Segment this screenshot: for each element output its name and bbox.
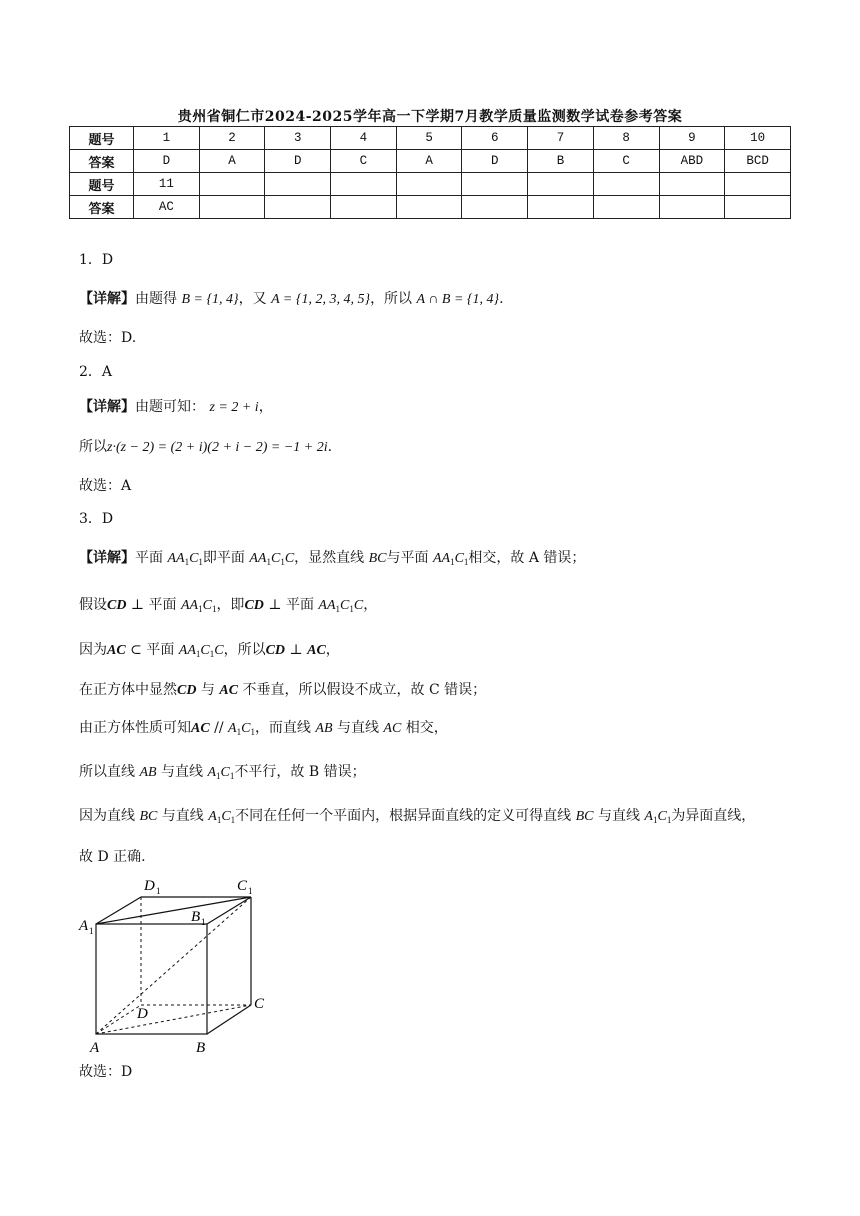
subscript: 1: [450, 557, 455, 567]
q3-line3: [79, 640, 340, 664]
text: C: [220, 765, 230, 780]
text: C: [340, 598, 350, 613]
formula-ac: AC: [191, 721, 210, 736]
label-d: D: [137, 1006, 148, 1022]
table-cell: 4: [331, 127, 397, 150]
table-cell: A: [199, 150, 265, 173]
text: C: [189, 551, 199, 566]
text: 平面: [135, 550, 163, 566]
table-cell: [725, 173, 791, 196]
q1-choice: 故选：D.: [79, 330, 137, 346]
formula-a1c1: [228, 721, 255, 736]
formula-ac: AC: [107, 643, 126, 658]
subscript: 1: [666, 815, 672, 825]
text: 不平行，故 B 错误；: [234, 764, 366, 780]
table-row-label: 答案: [70, 196, 134, 219]
text: A: [644, 809, 653, 824]
detail-tag: 【详解】: [79, 399, 135, 415]
formula-product: z·(z − 2) = (2 + i)(2 + i − 2) = −1 + 2i: [107, 440, 328, 455]
formula-ab: AB: [315, 721, 333, 736]
table-cell: B: [528, 150, 594, 173]
label-c: C: [254, 996, 265, 1012]
table-cell: [199, 196, 265, 219]
table-cell: D: [134, 150, 200, 173]
table-cell: BCD: [725, 150, 791, 173]
table-cell: 3: [265, 127, 331, 150]
table-cell: [528, 173, 594, 196]
text: ，: [325, 642, 340, 658]
q3-line7: [79, 806, 755, 830]
subscript: 1: [349, 604, 354, 614]
table-cell: 8: [593, 127, 659, 150]
table-cell: [528, 196, 594, 219]
subscript: 1: [198, 557, 203, 567]
formula-a1c1: [207, 765, 234, 780]
table-cell: 6: [462, 127, 528, 150]
table-cell: [331, 173, 397, 196]
table-cell: [199, 173, 265, 196]
table-cell: D: [265, 150, 331, 173]
table-row-label: 题号: [70, 127, 134, 150]
text: AA: [318, 598, 336, 613]
formula-plane: [249, 551, 294, 566]
detail-tag: 【详解】: [79, 550, 135, 566]
table-cell: [265, 173, 331, 196]
subscript: 1: [184, 557, 190, 567]
text: ⊂ 平面: [130, 642, 175, 658]
formula-plane: [167, 551, 202, 566]
label-b1-sub: 1: [201, 917, 206, 927]
text: ⊥ 平面: [130, 597, 177, 613]
subscript: 1: [216, 771, 221, 781]
table-cell: 10: [725, 127, 791, 150]
label-b: B: [196, 1040, 206, 1056]
formula-bc: BC: [575, 809, 594, 824]
text: //: [214, 720, 224, 736]
text: ，显然直线: [294, 550, 365, 566]
cube-figure: [70, 870, 290, 1056]
subscript: 1: [463, 557, 469, 567]
formula-set-a: A = {1, 2, 3, 4, 5}: [271, 292, 371, 307]
answer-table: [69, 126, 791, 219]
q3-line4: [79, 680, 486, 701]
text: 由正方体性质可知: [79, 720, 191, 736]
formula-ac: AC: [383, 721, 402, 736]
table-cell: 1: [134, 127, 200, 150]
q1-heading: 1．D: [79, 252, 114, 268]
subscript: 1: [280, 557, 285, 567]
table-row: [70, 173, 791, 196]
text: C: [214, 643, 224, 658]
hidden-edge-a-d: [96, 1005, 141, 1034]
subscript: 1: [216, 815, 222, 825]
text: 相交，: [405, 720, 448, 736]
text: 由题可知：: [135, 399, 205, 415]
table-cell: AC: [134, 196, 200, 219]
table-cell: [396, 196, 462, 219]
q2-heading: 2．A: [79, 364, 113, 380]
text: ，: [363, 597, 378, 613]
table-cell: [265, 196, 331, 219]
hidden-diagonal-a-c1: [96, 897, 251, 1034]
text: ，而直线: [254, 720, 311, 736]
text: A: [207, 765, 217, 780]
table-row-label: 答案: [70, 150, 134, 173]
subscript: 1: [229, 771, 235, 781]
table-cell: C: [331, 150, 397, 173]
table-cell: D: [462, 150, 528, 173]
subscript: 1: [652, 815, 658, 825]
subscript: 1: [250, 727, 255, 737]
q3-line6: [79, 762, 366, 786]
label-b1: B: [191, 909, 201, 925]
formula-plane: [433, 551, 468, 566]
text: C: [284, 551, 295, 566]
formula-z: z = 2 + i: [209, 400, 259, 415]
subscript: 1: [266, 557, 271, 567]
formula-set-b: B = {1, 4}: [181, 292, 239, 307]
cube-front-face: [96, 924, 207, 1034]
table-cell: [331, 196, 397, 219]
document-title: 贵州省铜仁市2024-2025学年高一下学期7月教学质量监测数学试卷参考答案: [177, 109, 683, 125]
text: 由题得: [135, 291, 177, 307]
q2-choice: 故选：A: [79, 478, 132, 494]
text: AA: [167, 551, 185, 566]
text: C: [221, 809, 231, 824]
text: 所以直线: [79, 764, 135, 780]
table-cell: [659, 196, 725, 219]
formula-plane: [318, 598, 363, 613]
formula-intersection: A ∩ B = {1, 4}: [416, 292, 500, 307]
table-cell: ABD: [659, 150, 725, 173]
detail-tag: 【详解】: [79, 291, 135, 307]
text: A: [228, 721, 237, 736]
label-d1: D: [144, 878, 155, 894]
text: C: [202, 598, 212, 613]
text: ，即: [216, 597, 245, 613]
q3-choice: 故选：D: [79, 1064, 133, 1080]
label-a1-sub: 1: [89, 926, 94, 936]
q3-line1: [79, 548, 585, 572]
table-cell: 2: [199, 127, 265, 150]
formula-bc: BC: [368, 551, 387, 566]
edge-b-c: [207, 1005, 251, 1034]
label-c1-sub: 1: [248, 886, 253, 896]
subscript: 1: [335, 604, 341, 614]
text: AA: [249, 551, 267, 566]
text: 不同在任何一个平面内，根据异面直线的定义可得直线: [235, 808, 572, 824]
table-row-label: 题号: [70, 173, 134, 196]
q3-heading: 3．D: [79, 511, 114, 527]
text: 不垂直，所以假设不成立，故 C 错误；: [242, 682, 487, 698]
text: 相交，故 A 错误；: [468, 550, 586, 566]
text: 与直线: [161, 808, 204, 824]
text: ，所以: [223, 642, 266, 658]
formula-ac: AC: [219, 683, 239, 698]
table-row: [70, 196, 791, 219]
text: C: [241, 721, 251, 736]
formula-plane: [181, 598, 216, 613]
q3-line5: [79, 718, 448, 742]
table-row: [70, 127, 791, 150]
text: 与直线: [597, 808, 640, 824]
q3-line2: [79, 595, 377, 619]
table-cell: A: [396, 150, 462, 173]
text: 与: [200, 682, 215, 698]
table-cell: 5: [396, 127, 462, 150]
formula-plane: [179, 643, 224, 658]
q2-detail: [79, 397, 273, 418]
text: 在正方体中显然: [79, 682, 177, 698]
text: ⊥ 平面: [268, 597, 314, 613]
text: 即平面: [202, 550, 245, 566]
subscript: 1: [236, 727, 242, 737]
table-cell: [659, 173, 725, 196]
formula-cd: CD: [107, 598, 127, 613]
q1-detail: [79, 289, 504, 310]
text: 与直线: [336, 720, 379, 736]
table-cell: C: [593, 150, 659, 173]
subscript: 1: [209, 649, 215, 659]
table-cell: [593, 196, 659, 219]
subscript: 1: [195, 649, 201, 659]
text: 所以: [79, 439, 107, 455]
subscript: 1: [211, 604, 217, 614]
text: ，所以: [370, 291, 413, 307]
text: 与直线: [161, 764, 204, 780]
text: A: [208, 809, 217, 824]
hidden-diagonal-a-c: [96, 1005, 251, 1034]
table-cell: 9: [659, 127, 725, 150]
text: .: [327, 439, 333, 455]
formula-ac: AC: [307, 643, 326, 658]
text: C: [270, 551, 281, 566]
text: 因为直线: [79, 808, 135, 824]
q3-line8: 故 D 正确.: [79, 849, 146, 865]
formula-a1c1: [208, 809, 235, 824]
label-a1: A: [79, 918, 89, 934]
q2-line2: [79, 437, 332, 458]
table-cell: 7: [528, 127, 594, 150]
formula-cd: CD: [265, 643, 286, 658]
table-cell: [462, 196, 528, 219]
table-cell: [396, 173, 462, 196]
subscript: 1: [198, 604, 203, 614]
text: 假设: [79, 597, 107, 613]
label-c1: C: [237, 878, 248, 894]
text: AA: [178, 643, 196, 658]
text: ⊥: [289, 642, 303, 658]
formula-ab: AB: [139, 765, 157, 780]
text: 为异面直线，: [671, 808, 756, 824]
table-cell: [725, 196, 791, 219]
text: ，: [258, 399, 273, 415]
text: C: [200, 643, 210, 658]
subscript: 1: [230, 815, 236, 825]
formula-bc: BC: [139, 809, 158, 824]
table-cell: [462, 173, 528, 196]
text: AA: [432, 551, 451, 566]
table-row: [70, 150, 791, 173]
table-cell: [593, 173, 659, 196]
formula-a1c1: [644, 809, 671, 824]
formula-cd: CD: [244, 598, 264, 613]
text: 与平面: [386, 550, 429, 566]
table-cell: 11: [134, 173, 200, 196]
text: .: [499, 291, 504, 307]
text: 因为: [79, 642, 107, 658]
text: C: [353, 598, 364, 613]
label-a: A: [90, 1040, 100, 1056]
label-d1-sub: 1: [156, 886, 161, 896]
text: C: [454, 551, 464, 566]
text: C: [657, 809, 667, 824]
text: AA: [180, 598, 199, 613]
formula-cd: CD: [177, 683, 197, 698]
text: ，又: [238, 291, 267, 307]
